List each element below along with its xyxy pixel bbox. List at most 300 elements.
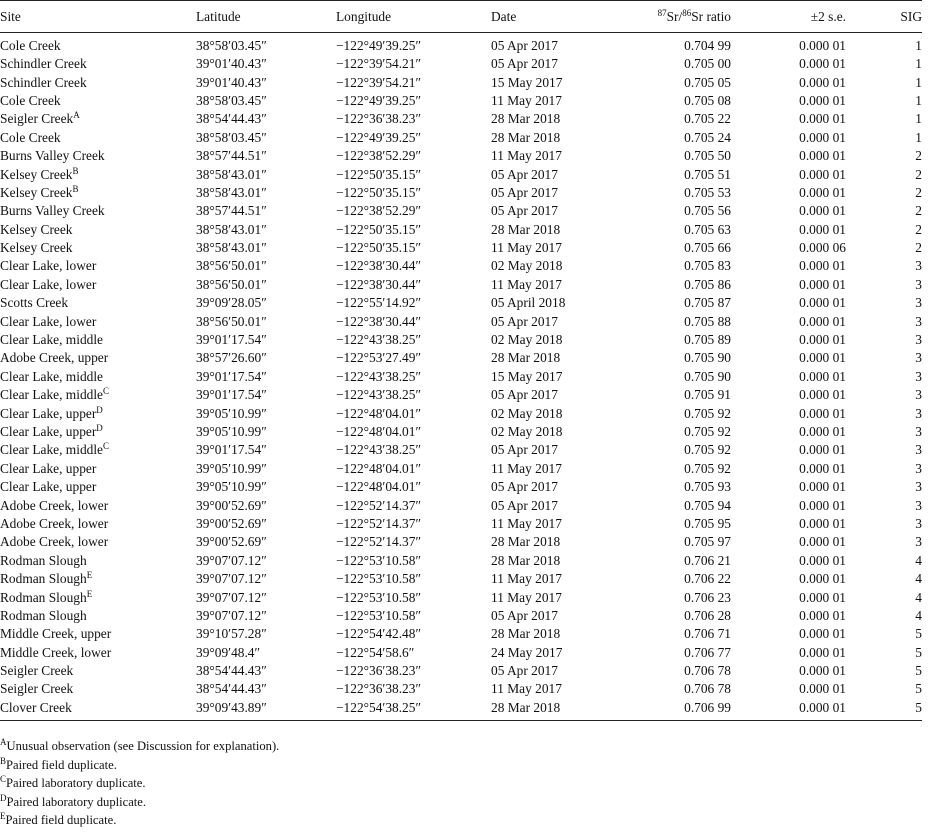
cell-date-text: 05 Apr 2017 bbox=[491, 663, 558, 679]
cell-site bbox=[0, 515, 196, 533]
cell-longitude bbox=[336, 349, 491, 367]
cell-date-text: 05 Apr 2017 bbox=[491, 203, 558, 219]
cell-sig bbox=[846, 331, 922, 349]
cell-sig-text: 2 bbox=[915, 221, 922, 237]
cell-sr-ratio-text: 0.705 86 bbox=[684, 276, 731, 292]
cell-site-text: Schindler Creek bbox=[0, 74, 87, 90]
cell-latitude-text: 39°00′52.69″ bbox=[196, 534, 267, 550]
cell-date-text: 05 Apr 2017 bbox=[491, 497, 558, 513]
cell-date bbox=[491, 570, 609, 588]
cell-latitude bbox=[196, 515, 336, 533]
cell-sr-ratio bbox=[609, 404, 731, 422]
cell-latitude-text: 39°01′17.54″ bbox=[196, 442, 267, 458]
cell-sr-ratio bbox=[609, 423, 731, 441]
cell-longitude-text: −122°53′27.49″ bbox=[336, 350, 422, 366]
cell-sr-ratio-text: 0.705 63 bbox=[684, 221, 731, 237]
cell-latitude-text: 39°05′10.99″ bbox=[196, 460, 267, 476]
table-row bbox=[0, 202, 922, 220]
cell-sig bbox=[846, 515, 922, 533]
cell-sr-ratio bbox=[609, 73, 731, 91]
cell-sig-text: 3 bbox=[915, 479, 922, 495]
cell-standard-error bbox=[731, 165, 846, 183]
cell-sr-ratio-text: 0.706 71 bbox=[684, 626, 731, 642]
cell-site-text: Seigler Creek bbox=[0, 663, 74, 679]
cell-latitude-text: 39°07′07.12″ bbox=[196, 571, 267, 587]
cell-sr-ratio bbox=[609, 184, 731, 202]
cell-latitude bbox=[196, 129, 336, 147]
cell-sig bbox=[846, 662, 922, 680]
cell-standard-error bbox=[731, 257, 846, 275]
cell-latitude bbox=[196, 441, 336, 459]
cell-standard-error-text: 0.000 01 bbox=[799, 663, 846, 679]
cell-standard-error-text: 0.000 01 bbox=[799, 295, 846, 311]
cell-longitude bbox=[336, 662, 491, 680]
cell-site bbox=[0, 625, 196, 643]
cell-sig-text: 2 bbox=[915, 203, 922, 219]
cell-site bbox=[0, 644, 196, 662]
cell-latitude-text: 38°58′43.01″ bbox=[196, 166, 267, 182]
cell-latitude bbox=[196, 92, 336, 110]
cell-longitude-text: −122°39′54.21″ bbox=[336, 74, 422, 90]
cell-standard-error-text: 0.000 01 bbox=[799, 497, 846, 513]
cell-latitude-text: 38°56′50.01″ bbox=[196, 276, 267, 292]
cell-sig bbox=[846, 147, 922, 165]
cell-sr-ratio bbox=[609, 588, 731, 606]
cell-sr-ratio-text: 0.705 91 bbox=[684, 387, 731, 403]
cell-sr-ratio bbox=[609, 441, 731, 459]
cell-site bbox=[0, 368, 196, 386]
footnote-mark: C bbox=[103, 386, 110, 397]
cell-sr-ratio bbox=[609, 55, 731, 73]
cell-standard-error bbox=[731, 496, 846, 514]
footnote-mark: B bbox=[72, 165, 79, 176]
cell-latitude-text: 38°58′03.45″ bbox=[196, 92, 267, 108]
cell-sig-text: 1 bbox=[915, 38, 922, 53]
cell-sr-ratio-text: 0.705 92 bbox=[684, 424, 731, 439]
cell-standard-error-text: 0.000 01 bbox=[799, 644, 846, 660]
cell-longitude-text: −122°48′04.01″ bbox=[336, 479, 422, 495]
cell-latitude-text: 39°00′52.69″ bbox=[196, 497, 267, 513]
cell-standard-error bbox=[731, 441, 846, 459]
cell-site-text: Clear Lake, lower bbox=[0, 276, 97, 292]
cell-latitude-text: 39°01′17.54″ bbox=[196, 387, 267, 403]
cell-latitude bbox=[196, 221, 336, 239]
cell-latitude-text: 39°07′07.12″ bbox=[196, 607, 267, 623]
cell-site-text: Adobe Creek, lower bbox=[0, 497, 109, 513]
cell-sr-ratio-text: 0.706 99 bbox=[684, 699, 731, 715]
table-row bbox=[0, 331, 922, 349]
cell-standard-error bbox=[731, 588, 846, 606]
cell-longitude-text: −122°36′38.23″ bbox=[336, 681, 422, 697]
cell-latitude bbox=[196, 331, 336, 349]
cell-longitude bbox=[336, 184, 491, 202]
cell-standard-error bbox=[731, 92, 846, 110]
cell-longitude-text: −122°43′38.25″ bbox=[336, 332, 422, 348]
cell-date-text: 28 Mar 2018 bbox=[491, 221, 561, 237]
cell-date-text: 11 May 2017 bbox=[491, 515, 562, 531]
cell-site-text: Burns Valley Creek bbox=[0, 148, 105, 164]
table-row bbox=[0, 129, 922, 147]
cell-sig-text: 4 bbox=[915, 589, 922, 605]
cell-standard-error-text: 0.000 01 bbox=[799, 313, 846, 329]
header-sr-ratio bbox=[609, 1, 731, 33]
header-longitude: Longitude bbox=[336, 1, 491, 33]
table-row bbox=[0, 368, 922, 386]
cell-sr-ratio bbox=[609, 625, 731, 643]
cell-longitude bbox=[336, 110, 491, 128]
cell-date bbox=[491, 331, 609, 349]
cell-latitude bbox=[196, 552, 336, 570]
cell-standard-error bbox=[731, 625, 846, 643]
cell-site bbox=[0, 607, 196, 625]
header-date: Date bbox=[491, 1, 609, 33]
cell-date-text: 11 May 2017 bbox=[491, 571, 562, 587]
cell-latitude-text: 39°05′10.99″ bbox=[196, 479, 267, 495]
cell-sr-ratio-text: 0.705 22 bbox=[684, 111, 731, 127]
cell-standard-error bbox=[731, 276, 846, 294]
cell-standard-error bbox=[731, 423, 846, 441]
cell-standard-error bbox=[731, 680, 846, 698]
cell-longitude bbox=[336, 312, 491, 330]
cell-latitude-text: 39°09′43.89″ bbox=[196, 699, 267, 715]
cell-date bbox=[491, 257, 609, 275]
cell-date bbox=[491, 368, 609, 386]
table-row bbox=[0, 55, 922, 73]
table-row bbox=[0, 110, 922, 128]
cell-standard-error-text: 0.000 01 bbox=[799, 74, 846, 90]
cell-sr-ratio-text: 0.706 77 bbox=[684, 644, 731, 660]
cell-standard-error-text: 0.000 01 bbox=[799, 607, 846, 623]
cell-sr-ratio bbox=[609, 110, 731, 128]
cell-date bbox=[491, 625, 609, 643]
footnote-mark: B bbox=[72, 183, 79, 194]
cell-date-text: 05 Apr 2017 bbox=[491, 184, 558, 200]
cell-sig bbox=[846, 368, 922, 386]
cell-sr-ratio bbox=[609, 496, 731, 514]
cell-standard-error-text: 0.000 06 bbox=[799, 240, 846, 256]
cell-site bbox=[0, 349, 196, 367]
cell-longitude-text: −122°53′10.58″ bbox=[336, 571, 422, 587]
cell-standard-error bbox=[731, 515, 846, 533]
cell-date bbox=[491, 294, 609, 312]
cell-date bbox=[491, 110, 609, 128]
cell-sr-ratio-text: 0.705 89 bbox=[684, 332, 731, 348]
cell-longitude bbox=[336, 423, 491, 441]
cell-date-text: 28 Mar 2018 bbox=[491, 129, 561, 145]
cell-sig bbox=[846, 55, 922, 73]
cell-sig-text: 5 bbox=[915, 626, 922, 642]
cell-standard-error bbox=[731, 202, 846, 220]
cell-standard-error bbox=[731, 404, 846, 422]
cell-sr-ratio-text: 0.706 21 bbox=[684, 552, 731, 568]
cell-standard-error-text: 0.000 01 bbox=[799, 111, 846, 127]
cell-sr-ratio bbox=[609, 662, 731, 680]
cell-longitude-text: −122°50′35.15″ bbox=[336, 240, 422, 256]
cell-longitude bbox=[336, 92, 491, 110]
table-row bbox=[0, 515, 922, 533]
cell-date bbox=[491, 460, 609, 478]
header-standard-error: ±2 s.e. bbox=[731, 1, 846, 33]
cell-longitude bbox=[336, 165, 491, 183]
cell-site-text: Adobe Creek, lower bbox=[0, 515, 109, 531]
cell-latitude bbox=[196, 165, 336, 183]
cell-site bbox=[0, 129, 196, 147]
cell-date-text: 05 Apr 2017 bbox=[491, 38, 558, 53]
cell-site-text: Clear Lake, upper bbox=[0, 460, 97, 476]
cell-site-text: Cole Creek bbox=[0, 38, 61, 53]
cell-standard-error bbox=[731, 33, 846, 56]
footnotes bbox=[0, 737, 922, 830]
table-row bbox=[0, 147, 922, 165]
cell-longitude-text: −122°38′52.29″ bbox=[336, 203, 422, 219]
cell-sig-text: 3 bbox=[915, 424, 922, 439]
cell-sig-text: 5 bbox=[915, 699, 922, 715]
cell-sig bbox=[846, 460, 922, 478]
footnote-text: Paired laboratory duplicate. bbox=[6, 794, 147, 809]
cell-sig bbox=[846, 184, 922, 202]
cell-latitude bbox=[196, 368, 336, 386]
cell-standard-error bbox=[731, 221, 846, 239]
cell-sr-ratio bbox=[609, 239, 731, 257]
cell-standard-error-text: 0.000 01 bbox=[799, 332, 846, 348]
cell-sr-ratio-text: 0.705 90 bbox=[684, 368, 731, 384]
cell-date-text: 11 May 2017 bbox=[491, 276, 562, 292]
cell-sr-ratio-text: 0.706 78 bbox=[684, 663, 731, 679]
cell-site-text: Clear Lake, middle bbox=[0, 387, 103, 403]
header-ratio-end: Sr ratio bbox=[691, 8, 731, 24]
cell-site bbox=[0, 239, 196, 257]
cell-site bbox=[0, 588, 196, 606]
cell-sr-ratio-text: 0.706 22 bbox=[684, 571, 731, 587]
cell-sig-text: 3 bbox=[915, 258, 922, 274]
cell-longitude bbox=[336, 404, 491, 422]
cell-site-text: Rodman Slough bbox=[0, 607, 87, 623]
cell-longitude-text: −122°49′39.25″ bbox=[336, 38, 422, 53]
header-ratio-sup-87: 87 bbox=[657, 7, 667, 18]
cell-latitude bbox=[196, 257, 336, 275]
cell-date bbox=[491, 441, 609, 459]
cell-date bbox=[491, 404, 609, 422]
footnote-mark: E bbox=[86, 588, 93, 599]
table-body bbox=[0, 33, 922, 721]
cell-site bbox=[0, 404, 196, 422]
cell-sig-text: 1 bbox=[915, 74, 922, 90]
cell-longitude bbox=[336, 55, 491, 73]
table-header-row bbox=[0, 1, 922, 33]
cell-sig bbox=[846, 221, 922, 239]
cell-standard-error bbox=[731, 55, 846, 73]
cell-longitude bbox=[336, 533, 491, 551]
table-row bbox=[0, 699, 922, 721]
cell-longitude bbox=[336, 570, 491, 588]
cell-longitude bbox=[336, 294, 491, 312]
cell-standard-error bbox=[731, 699, 846, 721]
table-row bbox=[0, 662, 922, 680]
cell-latitude bbox=[196, 588, 336, 606]
cell-site-text: Clear Lake, upper bbox=[0, 405, 97, 421]
cell-latitude-text: 38°58′43.01″ bbox=[196, 240, 267, 256]
cell-longitude bbox=[336, 460, 491, 478]
cell-latitude-text: 39°07′07.12″ bbox=[196, 589, 267, 605]
cell-site bbox=[0, 662, 196, 680]
cell-longitude bbox=[336, 496, 491, 514]
cell-sig bbox=[846, 110, 922, 128]
cell-date bbox=[491, 202, 609, 220]
cell-date bbox=[491, 184, 609, 202]
cell-latitude-text: 38°58′03.45″ bbox=[196, 129, 267, 145]
cell-site-text: Seigler Creek bbox=[0, 681, 74, 697]
cell-latitude-text: 38°58′43.01″ bbox=[196, 221, 267, 237]
cell-sr-ratio-text: 0.705 87 bbox=[684, 295, 731, 311]
cell-site bbox=[0, 147, 196, 165]
cell-date-text: 05 Apr 2017 bbox=[491, 479, 558, 495]
cell-standard-error-text: 0.000 01 bbox=[799, 626, 846, 642]
cell-sig bbox=[846, 423, 922, 441]
cell-sig-text: 1 bbox=[915, 92, 922, 108]
cell-latitude-text: 39°05′10.99″ bbox=[196, 405, 267, 421]
cell-sr-ratio-text: 0.705 08 bbox=[684, 92, 731, 108]
cell-latitude bbox=[196, 496, 336, 514]
cell-standard-error-text: 0.000 01 bbox=[799, 460, 846, 476]
cell-sig-text: 3 bbox=[915, 350, 922, 366]
cell-date bbox=[491, 588, 609, 606]
cell-longitude-text: −122°38′30.44″ bbox=[336, 258, 422, 274]
header-site: Site bbox=[0, 1, 196, 33]
cell-sr-ratio-text: 0.705 05 bbox=[684, 74, 731, 90]
cell-latitude bbox=[196, 644, 336, 662]
table-row bbox=[0, 312, 922, 330]
cell-sr-ratio-text: 0.705 92 bbox=[684, 460, 731, 476]
cell-date bbox=[491, 478, 609, 496]
cell-date-text: 05 April 2018 bbox=[491, 295, 566, 311]
cell-longitude-text: −122°43′38.25″ bbox=[336, 368, 422, 384]
cell-latitude bbox=[196, 110, 336, 128]
table-row bbox=[0, 239, 922, 257]
footnote-label: A bbox=[0, 737, 7, 747]
cell-sr-ratio-text: 0.705 88 bbox=[684, 313, 731, 329]
cell-standard-error bbox=[731, 607, 846, 625]
cell-latitude-text: 39°01′17.54″ bbox=[196, 368, 267, 384]
cell-latitude-text: 38°58′43.01″ bbox=[196, 184, 267, 200]
cell-longitude-text: −122°38′52.29″ bbox=[336, 148, 422, 164]
cell-longitude-text: −122°53′10.58″ bbox=[336, 607, 422, 623]
cell-site-text: Cole Creek bbox=[0, 129, 61, 145]
cell-standard-error-text: 0.000 01 bbox=[799, 424, 846, 439]
cell-date bbox=[491, 239, 609, 257]
cell-longitude bbox=[336, 441, 491, 459]
header-ratio-sup-86: 86 bbox=[682, 7, 692, 18]
cell-latitude-text: 39°09′48.4″ bbox=[196, 644, 261, 660]
cell-sr-ratio bbox=[609, 349, 731, 367]
cell-sig bbox=[846, 625, 922, 643]
cell-site bbox=[0, 680, 196, 698]
cell-site bbox=[0, 496, 196, 514]
cell-sr-ratio bbox=[609, 129, 731, 147]
table-row bbox=[0, 680, 922, 698]
cell-date-text: 05 Apr 2017 bbox=[491, 313, 558, 329]
table-row bbox=[0, 73, 922, 91]
cell-site bbox=[0, 110, 196, 128]
cell-site bbox=[0, 441, 196, 459]
cell-standard-error-text: 0.000 01 bbox=[799, 56, 846, 72]
cell-sr-ratio-text: 0.705 51 bbox=[684, 166, 731, 182]
cell-sig bbox=[846, 165, 922, 183]
cell-sr-ratio-text: 0.705 94 bbox=[684, 497, 731, 513]
cell-site bbox=[0, 92, 196, 110]
cell-latitude bbox=[196, 570, 336, 588]
cell-site bbox=[0, 202, 196, 220]
cell-longitude-text: −122°52′14.37″ bbox=[336, 515, 422, 531]
cell-standard-error-text: 0.000 01 bbox=[799, 276, 846, 292]
table-row bbox=[0, 533, 922, 551]
cell-longitude bbox=[336, 239, 491, 257]
cell-latitude bbox=[196, 680, 336, 698]
cell-sig-text: 3 bbox=[915, 497, 922, 513]
cell-latitude bbox=[196, 662, 336, 680]
table-row bbox=[0, 460, 922, 478]
table-row bbox=[0, 184, 922, 202]
cell-site bbox=[0, 423, 196, 441]
footnote-label: D bbox=[0, 792, 7, 803]
cell-latitude bbox=[196, 73, 336, 91]
cell-standard-error-text: 0.000 01 bbox=[799, 166, 846, 182]
cell-date-text: 28 Mar 2018 bbox=[491, 552, 561, 568]
cell-longitude-text: −122°49′39.25″ bbox=[336, 92, 422, 108]
footnote-mark: A bbox=[73, 110, 80, 121]
cell-date-text: 28 Mar 2018 bbox=[491, 111, 561, 127]
footnote bbox=[0, 793, 922, 812]
cell-site bbox=[0, 460, 196, 478]
cell-standard-error-text: 0.000 01 bbox=[799, 368, 846, 384]
cell-longitude bbox=[336, 368, 491, 386]
cell-date bbox=[491, 607, 609, 625]
cell-site-text: Rodman Slough bbox=[0, 552, 87, 568]
cell-date-text: 28 Mar 2018 bbox=[491, 350, 561, 366]
cell-standard-error bbox=[731, 478, 846, 496]
cell-date bbox=[491, 33, 609, 56]
cell-site-text: Middle Creek, lower bbox=[0, 644, 112, 660]
footnote-text: Unusual observation (see Discussion for explanation). bbox=[6, 739, 280, 753]
cell-longitude-text: −122°36′38.23″ bbox=[336, 663, 422, 679]
cell-latitude-text: 38°58′03.45″ bbox=[196, 38, 267, 53]
cell-standard-error bbox=[731, 184, 846, 202]
cell-site-text: Rodman Slough bbox=[0, 571, 87, 587]
footnote-mark: D bbox=[96, 404, 103, 415]
cell-date bbox=[491, 552, 609, 570]
cell-longitude bbox=[336, 644, 491, 662]
cell-site bbox=[0, 276, 196, 294]
cell-site bbox=[0, 312, 196, 330]
cell-latitude bbox=[196, 386, 336, 404]
cell-longitude-text: −122°53′10.58″ bbox=[336, 552, 422, 568]
cell-site-text: Clear Lake, middle bbox=[0, 332, 103, 348]
cell-standard-error-text: 0.000 01 bbox=[799, 681, 846, 697]
cell-latitude bbox=[196, 147, 336, 165]
cell-sr-ratio bbox=[609, 312, 731, 330]
cell-date-text: 02 May 2018 bbox=[491, 405, 563, 421]
cell-latitude-text: 39°10′57.28″ bbox=[196, 626, 267, 642]
footnote-label: B bbox=[0, 755, 7, 766]
cell-longitude-text: −122°48′04.01″ bbox=[336, 405, 422, 421]
cell-site bbox=[0, 699, 196, 721]
cell-date-text: 05 Apr 2017 bbox=[491, 442, 558, 458]
cell-sr-ratio bbox=[609, 552, 731, 570]
cell-sr-ratio-text: 0.705 95 bbox=[684, 515, 731, 531]
cell-sig bbox=[846, 294, 922, 312]
cell-longitude bbox=[336, 276, 491, 294]
cell-longitude-text: −122°50′35.15″ bbox=[336, 184, 422, 200]
cell-date bbox=[491, 92, 609, 110]
